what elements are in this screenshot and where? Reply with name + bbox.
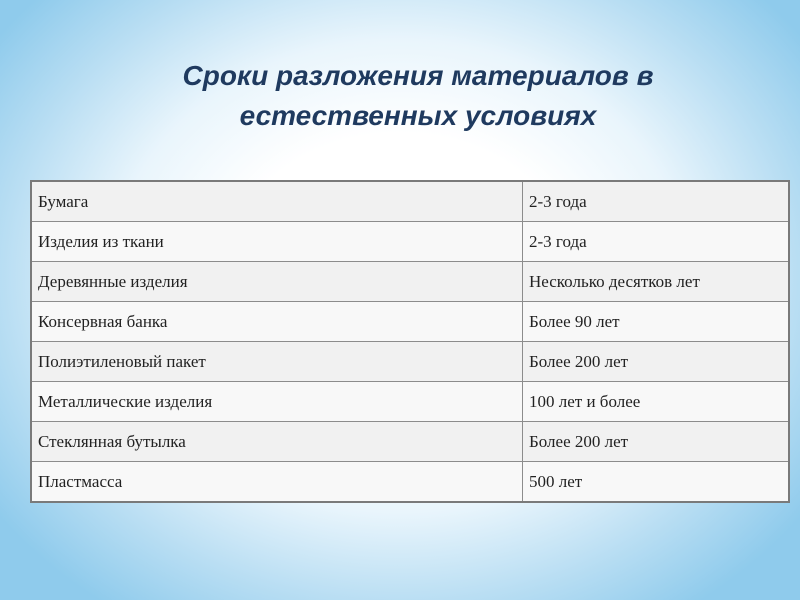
material-cell: Полиэтиленовый пакет	[31, 342, 523, 382]
material-cell: Металлические изделия	[31, 382, 523, 422]
decomposition-table	[30, 180, 790, 503]
term-cell: 500 лет	[523, 462, 790, 503]
slide-title	[0, 56, 800, 136]
material-cell: Стеклянная бутылка	[31, 422, 523, 462]
material-cell: Изделия из ткани	[31, 222, 523, 262]
table-row	[31, 462, 789, 503]
material-cell: Деревянные изделия	[31, 262, 523, 302]
table-row	[31, 382, 789, 422]
table-row	[31, 262, 789, 302]
term-cell: 2-3 года	[523, 181, 790, 222]
term-cell: 2-3 года	[523, 222, 790, 262]
decomposition-table-container	[30, 180, 779, 496]
material-cell: Бумага	[31, 181, 523, 222]
material-cell: Консервная банка	[31, 302, 523, 342]
term-cell: Более 200 лет	[523, 422, 790, 462]
table-row	[31, 222, 789, 262]
term-cell: Более 200 лет	[523, 342, 790, 382]
slide-title-line-1: Сроки разложения материалов в	[182, 60, 654, 91]
term-cell: Более 90 лет	[523, 302, 790, 342]
material-cell: Пластмасса	[31, 462, 523, 503]
table-row	[31, 342, 789, 382]
term-cell: Несколько десятков лет	[523, 262, 790, 302]
slide-title-line-2: естественных условиях	[239, 100, 597, 131]
table-row	[31, 422, 789, 462]
table-row	[31, 181, 789, 222]
table-row	[31, 302, 789, 342]
term-cell: 100 лет и более	[523, 382, 790, 422]
